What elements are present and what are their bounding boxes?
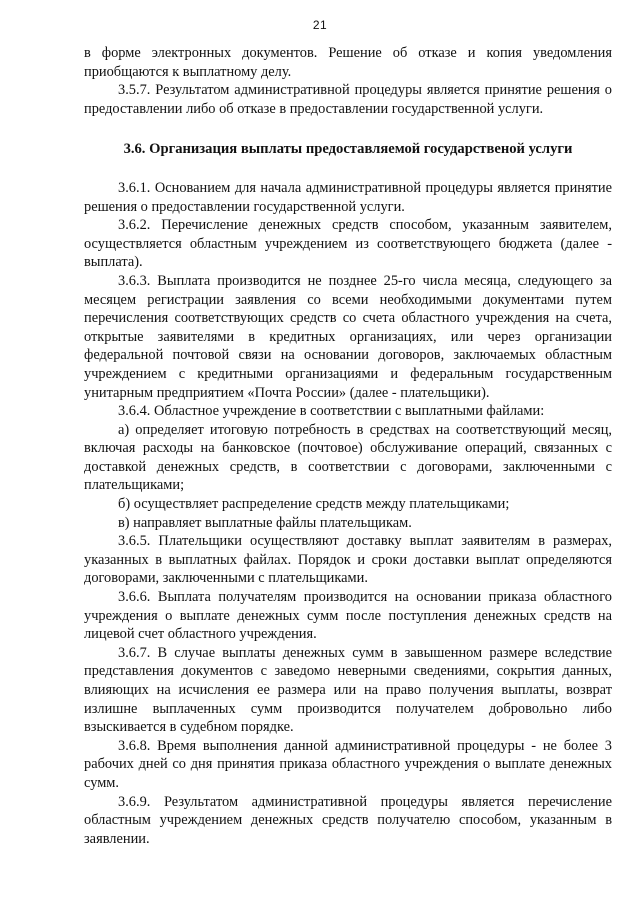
paragraph-3-6-5: 3.6.5. Плательщики осуществляют доставку выплат заявителям в размерах, указанных в выплатных файлах. Порядок и сроки доставки выплат определяются договорами, заключенными с плательщиками. [84, 533, 612, 587]
list-item-a: а) определяет итоговую потребность в средствах на соответствующий месяц, включая расходы на банковское (почтовое) обслуживание операций, связанных с доставкой денежных средств, в соответствии с договорами, заключенными с плательщиками; [84, 421, 612, 494]
list-item-b: б) осуществляет распределение средств между плательщиками; [118, 496, 510, 513]
paragraph-3-6-6: 3.6.6. Выплата получателям производится на основании приказа областного учреждения о выплате денежных сумм после поступления денежных средств на лицевой счет областного учреждения. [84, 589, 612, 643]
paragraph-3-6-8: 3.6.8. Время выполнения данной административной процедуры - не более 3 рабочих дней со дня принятия приказа областного учреждения о выплате денежных сумм. [84, 737, 612, 791]
section-heading-3-6: 3.6. Организация выплаты предоставляемой государственой услуги [123, 141, 573, 158]
page-number: 21 [312, 18, 328, 32]
list-item-c: в) направляет выплатные файлы плательщикам. [118, 514, 412, 531]
paragraph-3-5-7: 3.5.7. Результатом административной процедуры является принятие решения о предоставлении либо об отказе в предоставлении государственной услуги. [84, 82, 612, 117]
paragraph-3-6-2: 3.6.2. Перечисление денежных средств способом, указанным заявителем, осуществляется областным учреждением из соответствующего бюджета (далее - выплата). [84, 217, 612, 271]
paragraph-3-6-9: 3.6.9. Результатом административной процедуры является перечисление областным учреждением денежных средств получателю способом, указанным в заявлении. [84, 793, 612, 847]
paragraph-3-6-3: 3.6.3. Выплата производится не позднее 25-го числа месяца, следующего за месяцем регистрации заявления со всеми необходимыми документами путем перечисления соответствующих средств со счета областного учреждения на счета, открытые заявителями в кредитных организациях, или через организации федеральной почтовой связи на основании договоров, заключаемых областным учреждением с кредитными организациями и федеральным государственным унитарным предприятием «Почта России» (далее - плательщики). [84, 272, 612, 401]
paragraph-3-6-1: 3.6.1. Основанием для начала административной процедуры является принятие решения о предоставлении государственной услуги. [84, 179, 612, 215]
paragraph-3-6-7: 3.6.7. В случае выплаты денежных сумм в завышенном размере вследствие представления документов с заведомо неверными сведениями, сокрытия данных, влияющих на исчисления ее размера или на право получения выплаты, возврат излишне выплаченных сумм производится получателем добровольно либо взыскивается в судебном порядке. [84, 644, 612, 736]
paragraph-continuation: в форме электронных документов. Решение об отказе и копия уведомления приобщаются к выплатному делу. [84, 45, 612, 80]
paragraph-3-6-4: 3.6.4. Областное учреждение в соответствии с выплатными файлами: [118, 403, 545, 420]
document-body [84, 44, 612, 848]
